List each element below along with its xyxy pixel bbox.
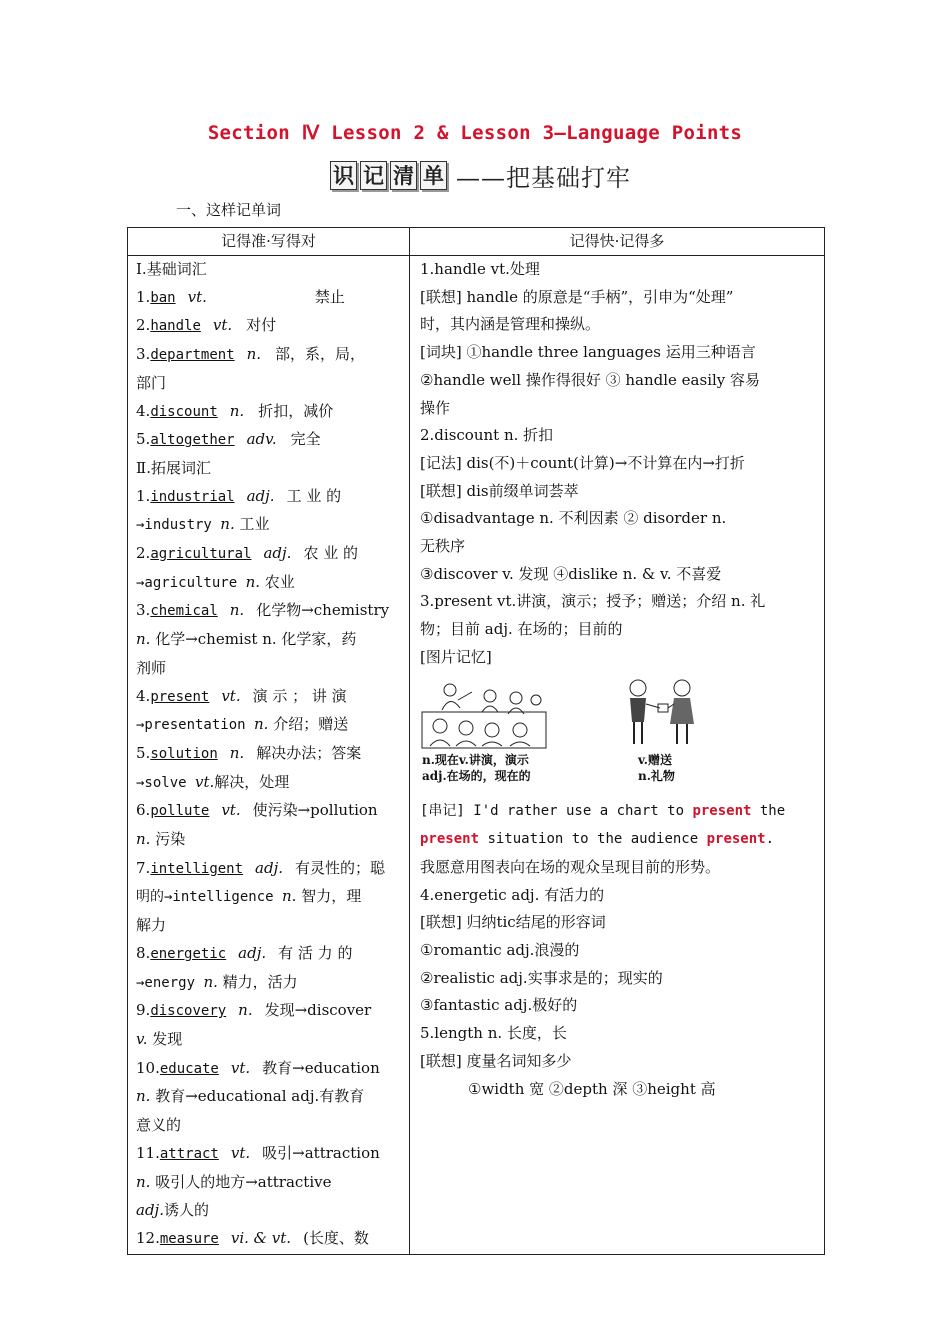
ext-item: 12.measure vi. & vt. (长度、数 [136, 1228, 369, 1247]
ext-item-line3: 剂师 [136, 658, 167, 677]
ext-item: 3.chemical n. 化学物→chemistry [136, 601, 390, 620]
ext-item: 9.discovery n. 发现→discover [136, 1001, 372, 1020]
right-line: 无秩序 [420, 537, 466, 556]
right-line: 5.length n. 长度，长 [420, 1024, 567, 1043]
right-line: ①romantic adj.浪漫的 [420, 941, 580, 960]
caption-right-1: v.赠送 [638, 752, 672, 767]
picture-memory [420, 678, 818, 793]
ext-item: 4.present vt. 演 示 ； 讲 演 [136, 686, 347, 705]
banner-tail: ——把基础打牢 [456, 163, 631, 192]
right-line: [联想] 归纳tic结尾的形容词 [420, 913, 606, 932]
right-line: 1.handle vt.处理 [420, 260, 540, 278]
caption-left-2: adj.在场的，现在的 [422, 768, 531, 783]
banner-char: 单 [420, 161, 447, 190]
right-line: 操作 [420, 398, 451, 417]
ext-item-line2: v. 发现 [136, 1029, 183, 1048]
right-line: 物；目前 adj. 在场的；目前的 [420, 620, 623, 639]
ext-item: 7.intelligent adj. 有灵性的；聪 [136, 858, 386, 877]
right-line: 3.present vt.讲演，演示；授予；赠送；介绍 n. 礼 [420, 592, 766, 611]
ext-item-line2: n. 化学→chemist n. 化学家，药 [136, 630, 357, 649]
caption-right-2: n.礼物 [638, 768, 675, 783]
basic-title: Ⅰ.基础词汇 [136, 260, 207, 278]
right-line: [联想] dis前缀单词荟萃 [420, 481, 579, 500]
caption-left-1: n.现在v.讲演，演示 [422, 752, 529, 767]
right-line: ①disadvantage n. 不利因素 ② disorder n. [420, 509, 727, 528]
basic-item: 4.discount n. 折扣，减价 [136, 401, 334, 420]
basic-item: 2.handle vt. 对付 [136, 316, 277, 335]
ext-item: 11.attract vt. 吸引→attraction [136, 1143, 380, 1162]
right-line: 4.energetic adj. 有活力的 [420, 885, 605, 904]
ext-item-line3: 意义的 [136, 1116, 182, 1135]
ext-item: 6.pollute vt. 使污染→pollution [136, 801, 378, 820]
right-line: 2.discount n. 折扣 [420, 426, 554, 445]
ext-item-line2: n. 吸引人的地方→attractive [136, 1172, 332, 1191]
lecture-illustration [420, 678, 550, 750]
right-line: [记法] dis(不)＋count(计算)→不计算在内→打折 [420, 453, 745, 472]
right-line: ③fantastic adj.极好的 [420, 996, 578, 1015]
right-line: 我愿意用图表向在场的观众呈现目前的形势。 [420, 857, 721, 876]
ext-item-line2: →industry n. 工业 [136, 515, 270, 534]
ext-item-line2: →solve vt.解决，处理 [136, 772, 290, 791]
right-line: [词块] ①handle three languages 运用三种语言 [420, 343, 756, 362]
ext-item: 1.industrial adj. 工 业 的 [136, 486, 342, 505]
basic-item-cont: 部门 [136, 373, 167, 392]
right-line: ③discover v. 发现 ④dislike n. & v. 不喜爱 [420, 564, 722, 583]
page-title: Section Ⅳ Lesson 2 & Lesson 3—Language Points [207, 122, 743, 144]
right-line: [联想] handle 的原意是“手柄”，引申为“处理” [420, 287, 734, 306]
gift-illustration [620, 678, 700, 750]
banner-char: 清 [390, 161, 417, 190]
ext-title: Ⅱ.拓展词汇 [136, 458, 211, 477]
header-left: 记得准·写得对 [128, 228, 410, 256]
ext-item-line3: 解力 [136, 916, 167, 935]
basic-item: 5.altogether adv. 完全 [136, 430, 321, 449]
ext-item-line2: 明的→intelligence n. 智力，理 [136, 887, 362, 906]
right-column [410, 256, 825, 1255]
basic-item: 1.ban vt. 禁止 [136, 287, 345, 306]
ext-item-line2: →energy n. 精力，活力 [136, 972, 298, 991]
right-line: [联想] 度量名词知多少 [420, 1051, 572, 1070]
ext-item: 10.educate vt. 教育→education [136, 1058, 380, 1077]
banner-char: 记 [360, 161, 387, 190]
chuanji-line-2: present situation to the audience present. [420, 831, 775, 848]
ext-item-line2: n. 污染 [136, 830, 186, 849]
right-line: ①width 宽 ②depth 深 ③height 高 [468, 1079, 716, 1098]
right-line: [图片记忆] [420, 647, 492, 666]
section-heading: 一、这样记单词 [176, 201, 282, 219]
ext-item-line3: adj.诱人的 [136, 1201, 209, 1220]
vocab-table [127, 227, 825, 1255]
ext-item: 8.energetic adj. 有 活 力 的 [136, 943, 353, 962]
ext-item-line2: →presentation n. 介绍；赠送 [136, 715, 349, 734]
ext-item: 5.solution n. 解决办法；答案 [136, 743, 362, 762]
chuanji-line-1: [串记] I'd rather use a chart to present the [420, 802, 786, 819]
basic-item: 3.department n. 部，系，局， [136, 345, 366, 364]
right-line: ②realistic adj.实事求是的；现实的 [420, 968, 663, 987]
right-line: 时，其内涵是管理和操纵。 [420, 315, 601, 334]
right-line: ②handle well 操作得很好 ③ handle easily 容易 [420, 370, 761, 389]
header-right: 记得快·记得多 [410, 228, 825, 256]
left-column [128, 256, 410, 1255]
ext-item: 2.agricultural adj. 农 业 的 [136, 544, 358, 563]
ext-item-line2: →agriculture n. 农业 [136, 572, 295, 591]
banner [330, 158, 631, 192]
banner-char: 识 [330, 161, 357, 190]
ext-item-line2: n. 教育→educational adj.有教育 [136, 1087, 365, 1106]
